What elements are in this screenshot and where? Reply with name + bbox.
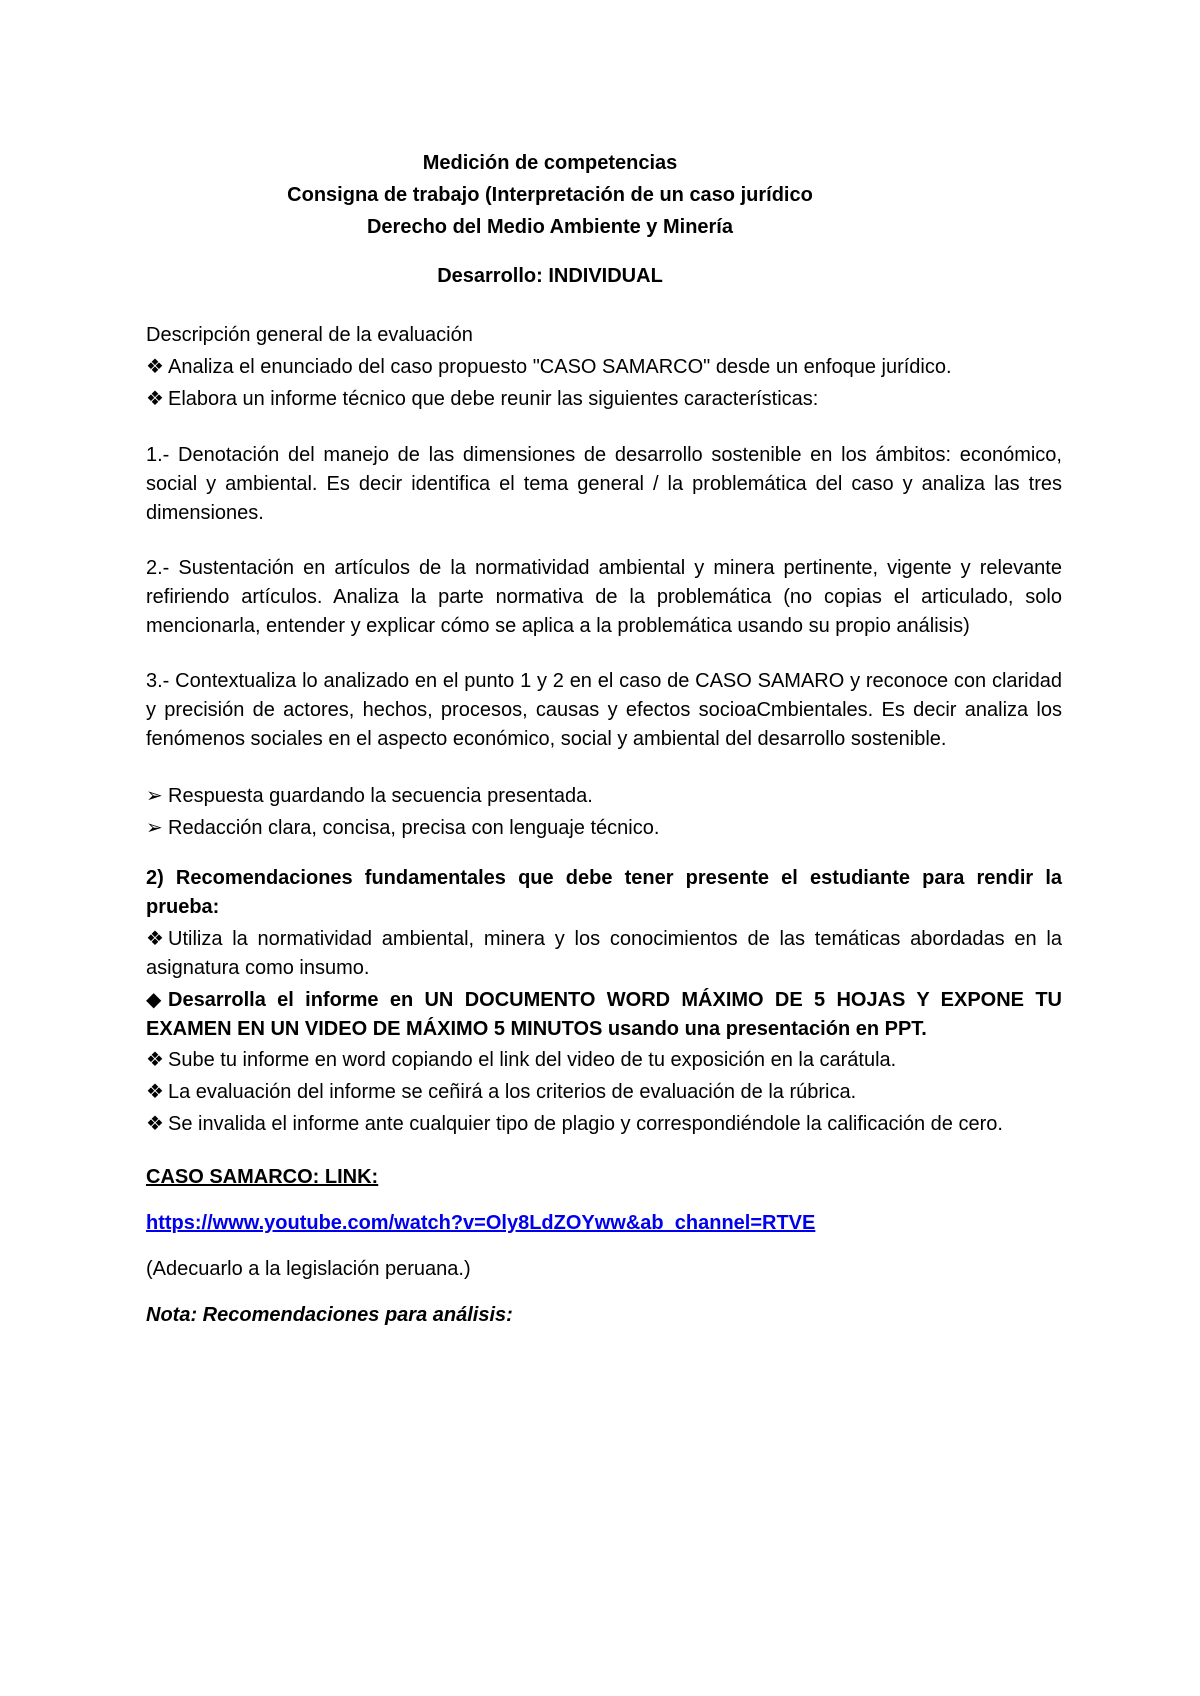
bold-diamond-bullet-icon: ◆ (146, 989, 162, 1011)
arrow-text: Redacción clara, concisa, precisa con lenguaje técnico. (168, 817, 660, 839)
recommendation-text: Utiliza la normatividad ambiental, minera y los conocimientos de las temáticas abordadas en la asignatura como insumo. (146, 928, 1062, 979)
arrow-bullet-icon: ➢ (146, 817, 163, 839)
bullet-text: Elabora un informe técnico que debe reunir las siguientes características: (168, 388, 819, 410)
case-video-link[interactable]: https://www.youtube.com/watch?v=Oly8LdZOYww&ab_channel=RTVE (146, 1212, 816, 1234)
document-title: Medición de competencias (422, 152, 678, 174)
point-2: 2.- Sustentación en artículos de la normatividad ambiental y minera pertinente, vigente y relevante refiriendo artículos. Analiza la parte normativa de la problemática (no copias el articulado, solo mencionarla, entender y explicar cómo se aplica a la problemática usando su propio análisis) (146, 557, 1062, 637)
case-link-row (146, 1207, 1062, 1239)
development-mode: Desarrollo: INDIVIDUAL (437, 265, 663, 287)
description-bullet (146, 351, 1062, 383)
arrow-bullet-icon: ➢ (146, 785, 163, 807)
diamond-bullet-icon: ❖ (146, 1113, 164, 1135)
diamond-bullet-icon: ❖ (146, 928, 164, 950)
recommendation-text: La evaluación del informe se ceñirá a los criterios de evaluación de la rúbrica. (168, 1081, 857, 1103)
recommendation-text: Se invalida el informe ante cualquier tipo de plagio y correspondiéndole la calificación de cero. (168, 1113, 1003, 1135)
recommendations-heading: 2) Recomendaciones fundamentales que debe tener presente el estudiante para rendir la prueba: (146, 867, 1062, 918)
arrow-item (146, 812, 1062, 844)
arrow-text: Respuesta guardando la secuencia presentada. (168, 785, 593, 807)
recommendation-item-bold (146, 986, 1062, 1044)
document-header (0, 147, 1100, 243)
point-1: 1.- Denotación del manejo de las dimensiones de desarrollo sostenible en los ámbitos: económico, social y ambiental. Es decir identifica el tema general / la problemática del caso y analiza las tres dimensiones. (146, 444, 1062, 524)
description-bullet (146, 383, 1062, 415)
case-label: CASO SAMARCO: LINK: (146, 1166, 379, 1188)
diamond-bullet-icon: ❖ (146, 388, 164, 410)
document-subtitle: Consigna de trabajo (Interpretación de un caso jurídico (287, 184, 813, 206)
diamond-bullet-icon: ❖ (146, 1081, 164, 1103)
description-heading: Descripción general de la evaluación (146, 324, 473, 346)
recommendation-text: Sube tu informe en word copiando el link del video de tu exposición en la carátula. (168, 1049, 897, 1071)
recommendation-item (146, 1076, 1062, 1108)
analysis-note-heading: Nota: Recomendaciones para análisis: (146, 1304, 513, 1326)
course-title: Derecho del Medio Ambiente y Minería (366, 216, 733, 238)
diamond-bullet-icon: ❖ (146, 356, 164, 378)
recommendation-text: Desarrolla el informe en UN DOCUMENTO WORD MÁXIMO DE 5 HOJAS Y EXPONE TU EXAMEN EN UN VIDEO DE MÁXIMO 5 MINUTOS usando una presentación en PPT. (146, 989, 1062, 1040)
recommendation-item (146, 1110, 1062, 1139)
case-note: (Adecuarlo a la legislación peruana.) (146, 1258, 471, 1280)
diamond-bullet-icon: ❖ (146, 1049, 164, 1071)
recommendation-item (146, 1044, 1062, 1076)
document-body (146, 319, 1062, 1331)
bullet-text: Analiza el enunciado del caso propuesto "CASO SAMARCO" desde un enfoque jurídico. (168, 356, 952, 378)
point-3: 3.- Contextualiza lo analizado en el punto 1 y 2 en el caso de CASO SAMARO y reconoce con claridad y precisión de actores, hechos, procesos, causas y efectos socioaCmbientales. Es decir analiza los fenómenos sociales en el aspecto económico, social y ambiental del desarrollo sostenible. (146, 670, 1062, 750)
recommendation-item (146, 925, 1062, 983)
arrow-item (146, 780, 1062, 812)
